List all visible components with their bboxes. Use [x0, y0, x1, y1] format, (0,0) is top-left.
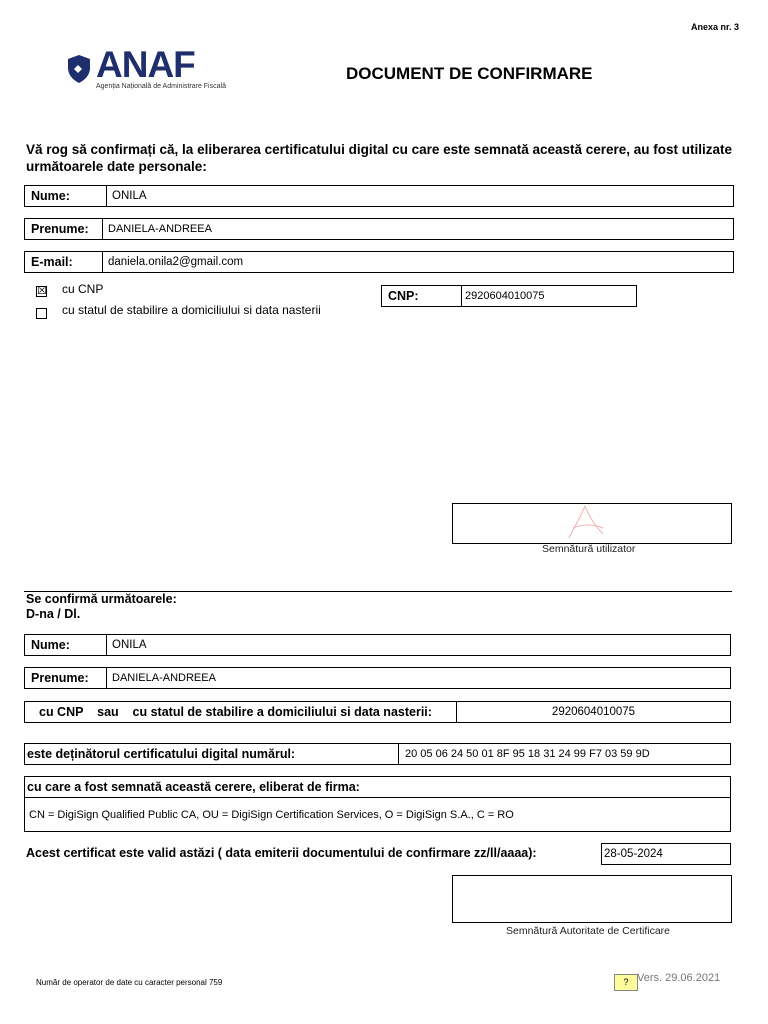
issuer-value-row — [24, 797, 731, 832]
cnp-field[interactable]: 2920604010075 — [465, 290, 545, 302]
document-title: DOCUMENT DE CONFIRMARE — [346, 64, 593, 83]
nume-field[interactable]: ONILA — [112, 190, 147, 202]
option-cnp-label: cu CNP — [62, 282, 104, 296]
user-signature-caption: Semnătură utilizator — [542, 543, 636, 555]
issuer-label: cu care a fost semnată această cerere, eliberat de firma: — [27, 780, 360, 794]
confirm-prenume-row — [24, 667, 731, 689]
operator-number: Număr de operator de date cu caracter personal 759 — [36, 978, 223, 987]
email-field[interactable]: daniela.onila2@gmail.com — [108, 256, 244, 268]
cnp-row — [381, 285, 637, 307]
logo-subtitle: Agenția Națională de Administrare Fiscală — [96, 83, 226, 90]
confirm-prenume-value: DANIELA-ANDREEA — [112, 672, 216, 684]
prenume-field[interactable]: DANIELA-ANDREEA — [108, 223, 212, 235]
statut-checkbox[interactable] — [36, 308, 47, 319]
shield-icon — [66, 54, 92, 84]
nume-label: Nume: — [25, 186, 107, 206]
ca-signature-box — [452, 875, 732, 923]
valid-date-value: 28-05-2024 — [604, 848, 663, 860]
issuer-label-row — [24, 776, 731, 798]
intro-text: Vă rog să confirmați că, la eliberarea certificatului digital cu care este semnată această cerere, au fost utilizate următoarele date personale: — [26, 142, 733, 174]
confirm-heading — [26, 592, 177, 622]
help-button[interactable]: ? — [614, 974, 638, 991]
signature-mark-icon — [565, 504, 605, 542]
ca-signature-caption: Semnătură Autoritate de Certificare — [506, 925, 671, 937]
confirm-prenume-label: Prenume: — [25, 668, 107, 688]
confirm-nume-value: ONILA — [112, 639, 147, 651]
confirm-id-value: 2920604010075 — [551, 706, 636, 718]
confirm-heading-text: Se confirmă următoarele: — [26, 592, 177, 606]
prenume-row — [24, 218, 734, 240]
email-label: E-mail: — [25, 252, 103, 272]
version-text: Vers. 29.06.2021 — [637, 972, 721, 984]
issuer-value: CN = DigiSign Qualified Public CA, OU = DigiSign Certification Services, O = DigiSign S.A., C = RO — [29, 808, 514, 821]
cert-number-value: 20 05 06 24 50 01 8F 95 18 31 24 99 F7 03 59 9D — [405, 748, 650, 760]
annex-number: Anexa nr. 3 — [690, 22, 739, 32]
confirm-nume-label: Nume: — [25, 635, 107, 655]
email-row — [24, 251, 734, 273]
prenume-label: Prenume: — [25, 219, 103, 239]
cert-number-label: este deținătorul certificatului digital numărul: — [25, 744, 399, 764]
cnp-checkbox[interactable]: ☒ — [37, 285, 47, 297]
cnp-label: CNP: — [382, 286, 462, 306]
option-statut-label: cu statul de stabilire a domiciliului si data nasterii — [62, 303, 321, 317]
confirm-id-label: cu CNP sau cu statul de stabilire a domiciliului si data nasterii: — [25, 702, 457, 722]
user-signature-box[interactable] — [452, 503, 732, 544]
valid-date-row — [601, 843, 731, 865]
confirm-id-row — [24, 701, 731, 723]
nume-row — [24, 185, 734, 207]
addressee-text: D-na / Dl. — [26, 607, 81, 621]
cert-number-row — [24, 743, 731, 765]
valid-label: Acest certificat este valid astăzi ( data emiterii documentului de confirmare zz/ll/aaaa): — [26, 846, 537, 860]
logo-text: ANAF — [96, 44, 195, 85]
confirm-nume-row — [24, 634, 731, 656]
